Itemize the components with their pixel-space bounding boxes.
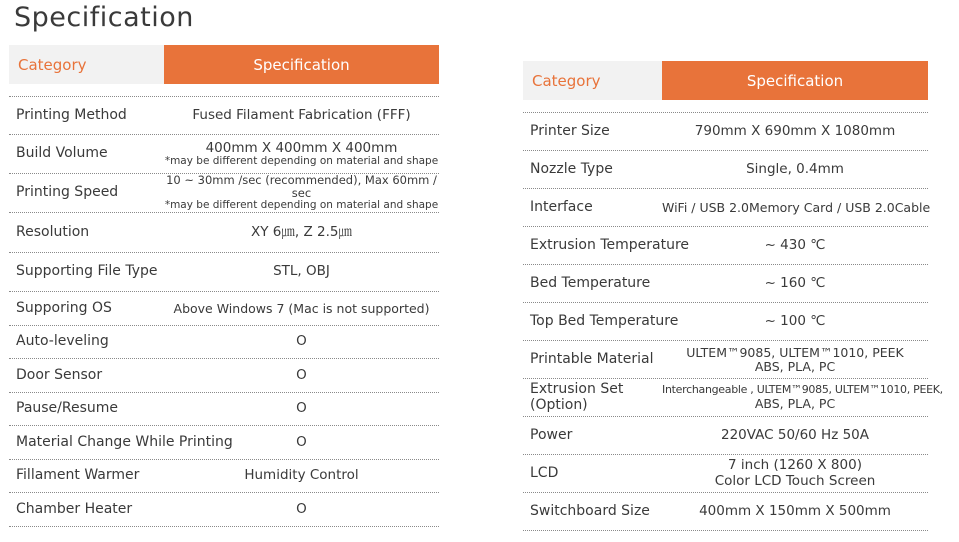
row-category	[523, 382, 662, 413]
row-value: XY 6㎛, Z 2.5㎛	[251, 223, 352, 240]
table-row	[523, 417, 928, 455]
table-header	[9, 45, 439, 84]
row-category: Printable Material	[530, 350, 654, 367]
row-category: Nozzle Type	[530, 160, 613, 177]
row-value: O	[296, 400, 307, 417]
spec-table-left	[9, 45, 439, 527]
table-row	[523, 189, 931, 227]
divider	[523, 100, 928, 113]
table-row	[9, 135, 439, 174]
row-category: Auto-leveling	[16, 333, 109, 350]
row-category: Switchboard Size	[530, 502, 650, 519]
row-value-line-1: 7 inch (1260 X 800)	[728, 457, 862, 474]
table-row	[9, 174, 439, 213]
page-title: Specification	[14, 2, 194, 33]
row-value-line-1: ULTEM™9085, ULTEM™1010, PEEK	[686, 344, 904, 360]
specification-column-header: Specification	[164, 45, 439, 84]
row-value-line-2: ABS, PLA, PC	[754, 395, 836, 411]
row-value-note: *may be different depending on material and shape	[164, 199, 439, 212]
row-value: Humidity Control	[244, 467, 359, 484]
row-value: ~ 160 ℃	[764, 274, 826, 291]
table-row	[523, 303, 928, 341]
row-value	[164, 141, 439, 168]
row-value: O	[296, 366, 307, 383]
row-category: Build Volume	[16, 145, 108, 162]
row-value-main: 10 ~ 30mm /sec (recommended), Max 60mm / sec	[166, 173, 437, 201]
row-category: Bed Temperature	[530, 274, 651, 291]
row-category: Printer Size	[530, 122, 610, 139]
row-value-line-2: ABS, PLA, PC	[754, 358, 836, 374]
table-row	[523, 227, 928, 265]
table-row	[9, 292, 439, 326]
row-value: O	[296, 333, 307, 350]
row-value: O	[296, 500, 307, 517]
row-category: Printing Speed	[16, 184, 119, 201]
row-category-line-2: (Option)	[530, 396, 588, 413]
row-category: Material Change While Printing	[16, 433, 233, 450]
row-category: Printing Method	[16, 106, 127, 123]
category-column-header: Category	[523, 61, 662, 100]
row-value	[662, 383, 943, 411]
row-value: ~ 430 ℃	[764, 236, 826, 253]
table-row	[523, 379, 943, 417]
category-column-header: Category	[9, 45, 164, 84]
row-category: Supporting File Type	[16, 263, 158, 280]
row-category: Resolution	[16, 223, 90, 240]
row-category: Interface	[530, 198, 593, 215]
row-value	[164, 174, 439, 211]
table-row	[523, 113, 928, 151]
row-value: ~ 100 ℃	[764, 312, 826, 329]
row-category-line-1: Extrusion Set	[530, 381, 624, 398]
divider	[9, 84, 439, 97]
row-value: STL, OBJ	[273, 263, 330, 280]
row-category: LCD	[530, 464, 559, 481]
row-category: Door Sensor	[16, 366, 103, 383]
row-value	[662, 346, 928, 374]
table-row	[523, 341, 928, 379]
table-header	[523, 61, 928, 100]
table-row	[9, 326, 439, 359]
row-category: Extrusion Temperature	[530, 236, 690, 253]
table-row	[523, 151, 928, 189]
row-category: Supporing OS	[16, 299, 112, 316]
specification-column-header: Specification	[662, 61, 928, 100]
spec-table-right	[523, 61, 943, 531]
table-row	[9, 426, 439, 460]
table-row	[523, 455, 928, 493]
table-row	[9, 253, 439, 292]
row-value: 400mm X 150mm X 500mm	[699, 502, 891, 519]
row-category: Chamber Heater	[16, 500, 133, 517]
row-value: WiFi / USB 2.0Memory Card / USB 2.0Cable	[662, 199, 931, 215]
row-value: O	[296, 433, 307, 450]
table-row	[9, 213, 439, 253]
row-value: Fused Filament Fabrication (FFF)	[192, 106, 411, 123]
table-row	[9, 359, 439, 393]
row-value-line-2: Color LCD Touch Screen	[714, 472, 876, 489]
row-value: Above Windows 7 (Mac is not supported)	[173, 300, 430, 316]
row-category: Pause/Resume	[16, 400, 119, 417]
table-row	[9, 493, 439, 527]
row-category: Power	[530, 426, 573, 443]
row-category: Fillament Warmer	[16, 467, 140, 484]
row-value: 790mm X 690mm X 1080mm	[694, 122, 896, 139]
table-row	[9, 460, 439, 493]
row-value: Single, 0.4mm	[746, 160, 844, 177]
row-value	[662, 458, 928, 488]
table-row	[9, 97, 439, 135]
row-category: Top Bed Temperature	[530, 312, 679, 329]
row-value-main: 400mm X 400mm X 400mm	[205, 139, 398, 156]
table-row	[9, 393, 439, 426]
row-value-note: *may be different depending on material and shape	[164, 154, 439, 167]
row-value-line-1: Interchangeable , ULTEM™9085, ULTEM™1010, PEEK,	[662, 383, 943, 397]
table-row	[523, 265, 928, 303]
table-row	[523, 493, 928, 531]
row-value: 220VAC 50/60 Hz 50A	[721, 426, 869, 443]
